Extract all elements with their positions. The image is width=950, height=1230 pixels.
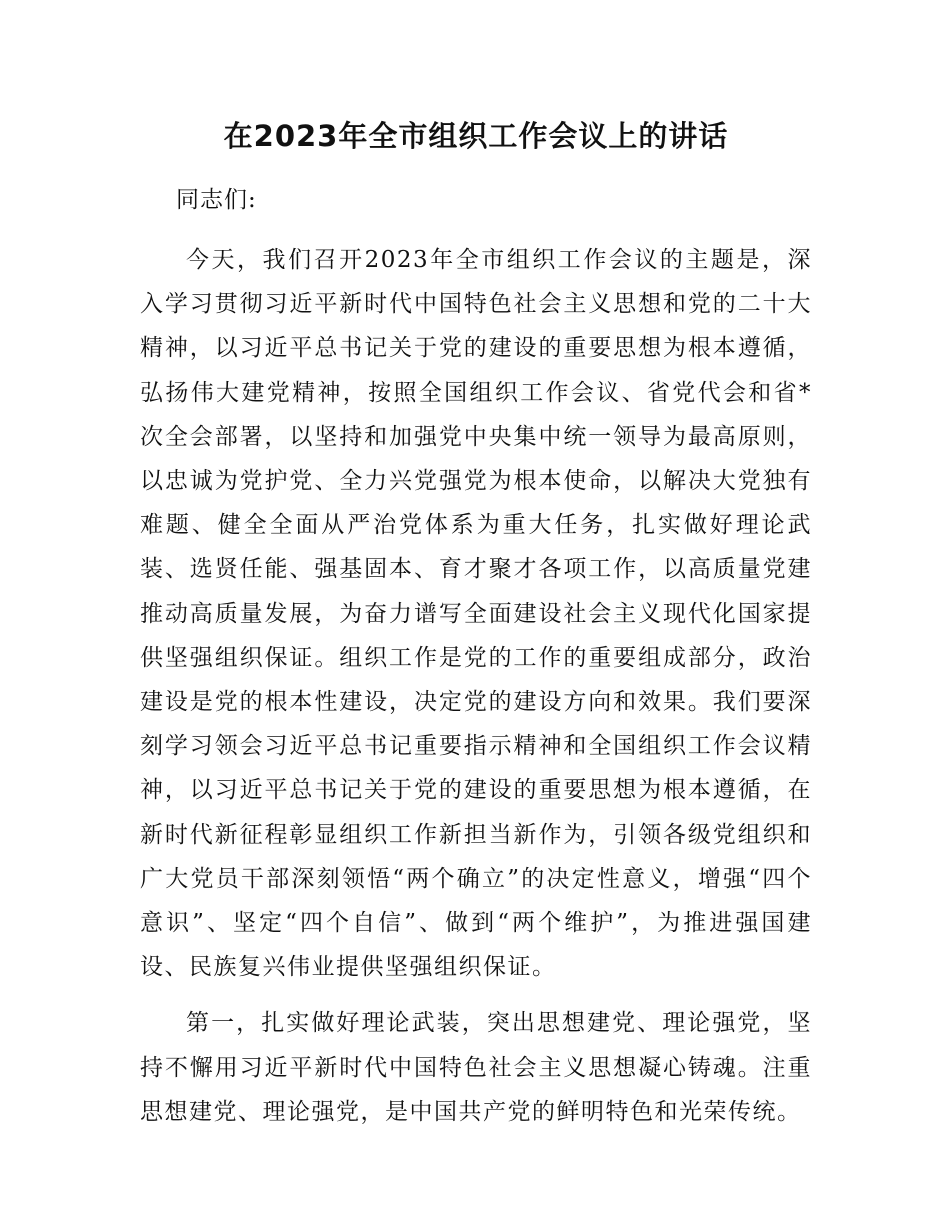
salutation: 同志们: [176, 187, 257, 213]
document-page [140, 108, 812, 1146]
paragraph-2: 第一，扎实做好理论武装，突出思想建党、理论强党，坚持不懈用习近平新时代中国特色社会主义思想凝心铸魂。注重思想建党、理论强党，是中国共产党的鲜明特色和光荣传统。 [140, 1010, 812, 1125]
document-title: 在2023年全市组织工作会议上的讲话 [223, 119, 729, 153]
paragraph-1: 今天，我们召开2023年全市组织工作会议的主题是，深入学习贯彻习近平新时代中国特色社会主义思想和党的二十大精神，以习近平总书记关于党的建设的重要思想为根本遵循，弘扬伟大建党精神，按照全国组织工作会议、省党代会和省*次全会部署，以坚持和加强党中央集中统一领导为最高原则，以忠诚为党护党、全力兴党强党为根本使命，以解决大党独有难题、健全全面从严治党体系为重大任务，扎实做好理论武装、选贤任能、强基固本、育才聚才各项工作，以高质量党建推动高质量发展，为奋力谱写全面建设社会主义现代化国家提供坚强组织保证。组织工作是党的工作的重要组成部分，政治建设是党的根本性建设，决定党的建设方向和效果。我们要深刻学习领会习近平总书记重要指示精神和全国组织工作会议精神，以习近平总书记关于党的建设的重要思想为根本遵循，在新时代新征程彰显组织工作新担当新作为，引领各级党组织和广大党员干部深刻领悟“两个确立”的决定性意义，增强“四个意识”、坚定“四个自信”、做到“两个维护”，为推进强国建设、民族复兴伟业提供坚强组织保证。 [140, 247, 812, 981]
